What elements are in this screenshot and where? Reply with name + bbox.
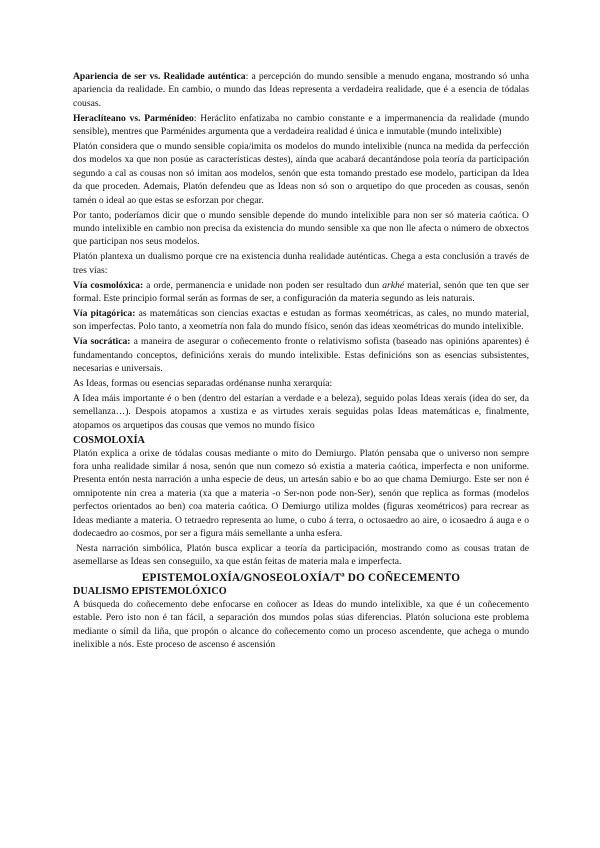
paragraph-busqueda-coñecemento: A búsqueda do coñecemento debe enfocarse en coñocer as Ideas do mundo intelixible, xa que é un coñecemento estable. Pero isto non é tan fácil, a separación dos mundos polas súas diferencias. Platón soluciona este problema mediante o símil da liña, que propón o alcance do coñecemento como un proceso ascendente, que achega o mundo inelixible a nós. Este proceso de ascenso é ascensión (73, 598, 529, 650)
text-via-cosmoloxica-a: a orde, permanencia e unidade non poden ser resultado dun (143, 279, 383, 291)
paragraph-narracion-simbolica: Nesta narración simbólica, Platón busca explicar a teoría da participación, mostrando como as cousas tratan de asemellarse as Ideas sen conseguilo, xa que están feitas de materia mala e imperfecta. (73, 542, 529, 568)
text-heraclito-parmenides: : Heráclito enfatizaba no cambio constante e a impermanencia da realidade (mundo sensible), mentres que Parménides argumenta que a verdadeira realidad é única e inmutable (mundo intelixible) (73, 112, 529, 138)
paragraph-dualismo-vias: Platón plantexa un dualismo porque cre na existencia dunha realidade auténticas. Chega a esta conclusión a través de tres vías: (73, 251, 529, 276)
term-arkhe: arkhé (382, 279, 405, 291)
paragraph-xerarquia: A Idea máis importante é o ben (dentro del estarían a verdade e a beleza), seguido polas Ideas xerais (idea do ser, da semellanza…). Despois atopamos a xustiza e as virtudes xerais seguidas polas Ideas matemáticas e, finalmente, atopamos os arquetipos das cousas que vemos no mundo físico (73, 392, 529, 431)
paragraph-via-socratica (73, 335, 529, 375)
document-body (73, 70, 529, 653)
term-via-cosmoloxica: Vía cosmolóxica: (73, 279, 144, 291)
paragraph-apariencia (73, 70, 529, 110)
term-via-socratica: Vía socrática: (73, 336, 131, 348)
text-via-pitagorica: as matemáticas son ciencias exactas e estudan as formas xeométricas, as cales, no mundo material, son imperfectas. Polo tanto, a xeometría non fala do mundo físico, senón das ideas xeométricas do mundo intelixible. (73, 307, 529, 333)
text-via-socratica: a maneira de asegurar o coñecemento fronte o relativismo sofista (baseado nas opinións aparentes) é fundamentando conceptos, definicións xerais do mundo intelixible. Estas definicións son as esencias subsistentes, necesarias e universais. (73, 336, 529, 375)
term-heraclito-parmenides: Heraclíteano vs. Parménideo (73, 112, 194, 124)
text-via-cosmoloxica-b: material, senón que ten que ser formal. Este principio formal serán as formas de ser, a configuración da materia segundo as leis naturais. (73, 279, 529, 304)
term-via-pitagorica: Vía pitagórica: (73, 307, 136, 319)
paragraph-participacion: Platón considera que o mundo sensible copia/imita os modelos do mundo intelixible (nunca na medida da perfección dos modelos xa que non posúe as características destes), aínda que acabará decantándose pola teoría da participación segundo a cal as cousas non só imitan aos modelos, senón que esta tomando prestado ese modelo, participan da Idea da que proceden. Ademais, Platón defendeu que as Ideas non só son o arquetipo do que proceden as cousas, senón tamén o ideal ao que estas se esforzan por chegar. (73, 141, 529, 206)
paragraph-via-pitagorica (73, 307, 529, 334)
heading-dualismo-epistemoloxico: DUALISMO EPISTEMOLÓXICO (73, 585, 227, 597)
paragraph-dependencia: Por tanto, poderíamos dicir que o mundo sensible depende do mundo intelixible para non ser só materia caótica. O mundo intelixible en cambio non precisa da existencia do mundo sensible xa que non lle afecta o número de obxectos que participan nos seus modelos. (73, 209, 529, 248)
paragraph-heraclito-parmenides (73, 112, 529, 139)
heading-epistemoloxia: EPISTEMOLOXÍA/GNOSEOLOXÍA/Tª DO COÑECEMENTO (141, 571, 461, 584)
paragraph-demiurgo: Platón explica a orixe de tódalas cousas mediante o mito do Demiurgo. Platón pensaba que o universo non sempre fora unha realidade similar á nosa, senón que nun comezo só existía a materia caótica, imperfecta e non uniforme. Presenta entón nesta narración a unha especie de deus, un artesán sabio e bo ao que chama Demiurgo. Este ser non é omnipotente nin crea a materia (xa que a materia -o Ser-non pode non-Ser), senón que replica as formas (modelos perfectos orientados ao ben) coa materia caótica. O Demiurgo utiliza moldes (figuras xeométricos) para recrear as Ideas mediante a materia. O tetraedro representa ao lume, o cubo á terra, o octosaedro ao aire, o icosaedro á auga e o dodecaedro ao cosmos, por ser a figura máis semellante a unha esfera. (73, 447, 529, 539)
paragraph-via-cosmoloxica (73, 279, 529, 306)
text-apariencia: : a percepción do mundo sensible a menudo engana, mostrando só unha apariencia da realidade. En cambio, o mundo das Ideas representa a verdadeira realidade, que é a esencia de tódalas cousas. (73, 71, 529, 109)
heading-cosmoloxia: COSMOLOXÍA (73, 434, 145, 446)
paragraph-xerarquia-intro: As Ideas, formas ou esencias separadas ordénanse nunha xerarquía: (73, 377, 333, 389)
term-apariencia: Apariencia de ser vs. Realidade auténtica (73, 71, 246, 82)
